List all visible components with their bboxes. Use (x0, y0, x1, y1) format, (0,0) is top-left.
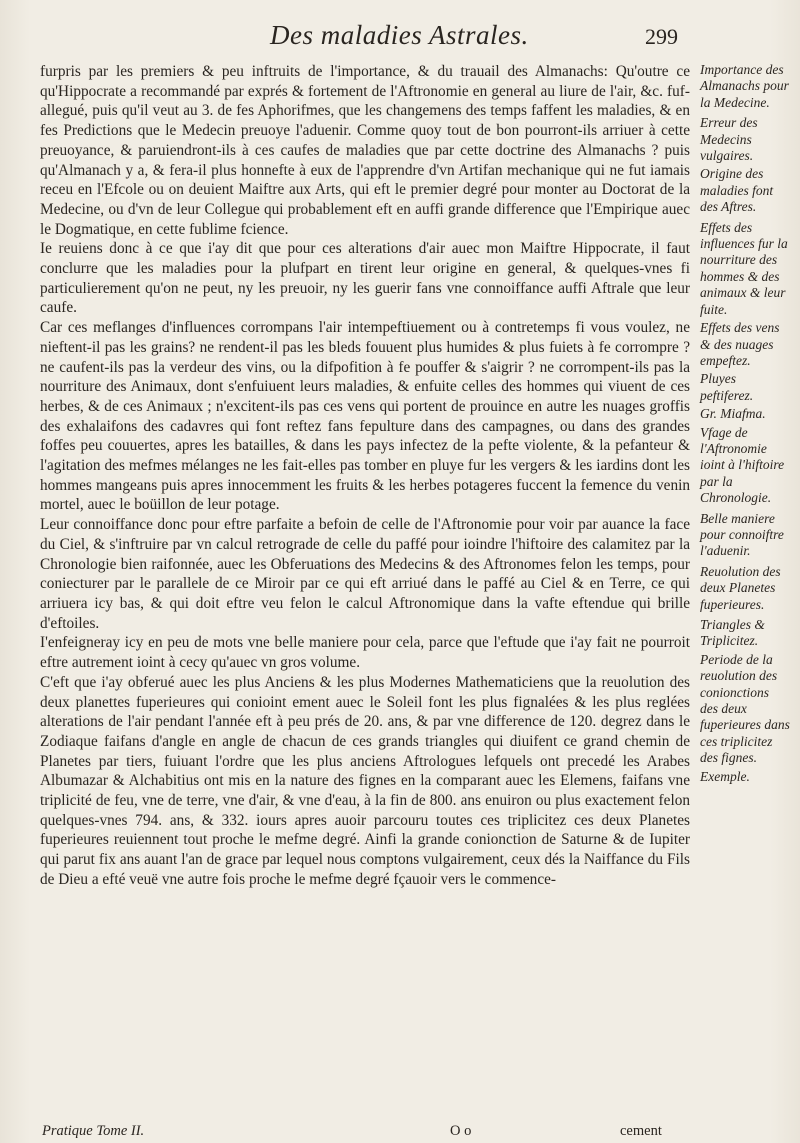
margin-note: Effets des vens & des nuages empeftez. (700, 320, 780, 368)
margin-note: Origine des maladies font des Aftres. (700, 166, 774, 215)
paragraph: Ie reuiens donc à ce que i'ay dit que pour ces alterations d'air auec mon Maiftre Hippocrate, il faut conclurre que les maladies pour la plufpart en tirent leur origine en general, & quelques-vnes fi particulierement qu'on ne peut, ny les preuoir, ny les guerir fans vne connoiffance auffi Aftrale que leur caufe. (40, 240, 690, 317)
margin-note: Pluyes peftiferez. (700, 371, 754, 403)
page-footer (40, 1123, 790, 1141)
page-number: 299 (645, 24, 678, 49)
margin-note: Vfage de l'Aftronomie ioint à l'hiftoire par la Chronologie. (700, 424, 785, 506)
running-title: Des maladies Astrales. (270, 20, 529, 50)
margin-note: Periode de la reuolution des conionctions des deux fuperieures dans ces triplicitez des fignes. (700, 651, 790, 766)
paragraph: C'eft que i'ay obferué auec les plus Anciens & les plus Modernes Mathematiciens que la reuolution des deux planettes fuperieures qui conioint ement auec le Soleil font les plus fignalées & les plus reglées alterations de l'air pendant l'année eft à peu prés de 20. ans, & par vne difference de 120. degrez dans le Zodiaque faifans d'angle en angle de chacun de ces grands triangles qui diuifent ce grand chemin de Planetes par tiers, fuiuant l'ordre que les plus anciens Aftrologues lefquels ont precedé les Arabes Albumazar & Alchabitius ont mis en la nature des fignes en la comparant auec les Elemens, faifans vne triplicité de feu, vne de terre, vne d'air, & vne d'eau, à la fin de 800. ans enuiron ou plus exactement felon quelques-vnes 794. ans, & 332. iours apres auoir parcouru toutes ces triplicitez ces deux Planetes fuperieures reuiennent tout proche le mefme degré. Ainfi la grande conionction de Saturne & de Iupiter qui parut fix ans auant l'an de grace par lequel nous comptons vulgairement, ceux dés la Naiffance du Fils de Dieu a efté veuë vne autre fois proche le mefme degré fçauoir vers le commence- (40, 673, 690, 888)
catchword: cement (620, 1123, 662, 1139)
margin-note: Erreur des Medecins vulgaires. (700, 115, 758, 164)
main-text-column (40, 62, 690, 890)
paragraph: I'enfeigneray icy en peu de mots vne belle maniere pour cela, parce que l'eftude que i'ay fait ne pourroit eftre autrement ioint à cecy qu'auec vn gros volume. (40, 634, 690, 672)
margin-notes (700, 62, 790, 785)
paragraph: Leur connoiffance donc pour eftre parfaite a befoin de celle de l'Aftronomie pour voir par auance la face du Ciel, & s'inftruire par vn calcul retrograde de celle du paffé pour ioindre l'hiftoire des calamitez par la Chronologie bien raifonnée, auec les Obferuations des Medecins & des Aftronomes felon les temps, pour coniecturer par le parallele de ce Miroir par ce qui eft arriué dans le paffé au Ciel & en Terre, ce qui arriuera icy bas, & qui doit eftre veu felon le calcul Aftronomique dans la vafte eftendue qui brille d'eftoiles. (40, 516, 690, 632)
margin-note: Importance des Almanachs pour la Medecine. (700, 62, 789, 110)
margin-note: Triangles & Triplicitez. (700, 617, 765, 649)
paragraph: furpris par les premiers & peu inftruits de l'importance, & du trauail des Almanachs: Qu'outre ce qu'Hippocrate a recommandé par exprés & fortement de l'Aftronomie en general au liure de l'air, &c. fuf-allegué, puis qu'il veut au 3. de fes Aphorifmes, que les changemens des temps faffent les maladies, & en fes Predictions que le Medecin preuoye l'aduenir. Comme quoy tout de bon pourront-ils arriuer à cette preuoyance, & paruiendront-ils à ces caufes de maladies que par cette doctrine des Almanachs ? puis qu'Almanach y a, & fera-il plus honnefte à eux de l'apprendre d'vn Artifan mechanique qui ne fut iamais receu en l'Efcole ou on deuient Maiftre aux Arts, qui eft le premier degré pour monter au Doctorat de la Medecine, ou d'vn de leur Collegue qui probablement eft en auffi grande difference que l'Empirique auec le Dogmatique, en cette fublime fcience. (40, 63, 690, 238)
margin-note: Reuolution des deux Planetes fuperieures. (700, 563, 781, 612)
running-head (0, 14, 800, 54)
margin-note: Exemple. (700, 768, 750, 784)
volume-label: Pratique Tome II. (42, 1123, 145, 1139)
signature-mark: O o (450, 1123, 472, 1139)
margin-note: Gr. Miafma. (700, 406, 766, 422)
margin-note: Effets des influences fur la nourriture des hommes & des animaux & leur fuite. (700, 219, 788, 317)
paragraph: Car ces meflanges d'influences corrompans l'air intempeftiuement ou à contretemps fi vous voulez, ne nieftent-il pas les grains? ne rendent-il pas les bleds fouuent plus humides & plus fuiets à fe corrompre ? ne caufent-ils pas la verdeur des vins, ou la difpofition à fe pouffer & s'aigrir ? ne corrompent-ils pas la nourriture des Animaux, dont s'enfuiuent leurs maladies, & enfuite celles des hommes qui viuent de ces herbes, & de ces Animaux ; n'excitent-ils pas ces vens qui portent de prouince en autre les nuages groffis des exhalaifons des cadavres qui font reftez fans fepulture dans des campagnes, ou dans des grandes foffes peu couuertes, apres les batailles, & dans les pays infectez de la pefte violente, & la pefanteur & l'agitation des mefmes mélanges ne les fait-elles pas tomber en pluye fur les vergers & les iardins dont les hommes mangeans puis apres innocemment les fruits & les herbes potageres fuccent la femence du venin mortel, auec le boüillon de leur potage. (40, 319, 690, 514)
margin-note: Belle maniere pour connoiftre l'aduenir. (700, 510, 784, 559)
